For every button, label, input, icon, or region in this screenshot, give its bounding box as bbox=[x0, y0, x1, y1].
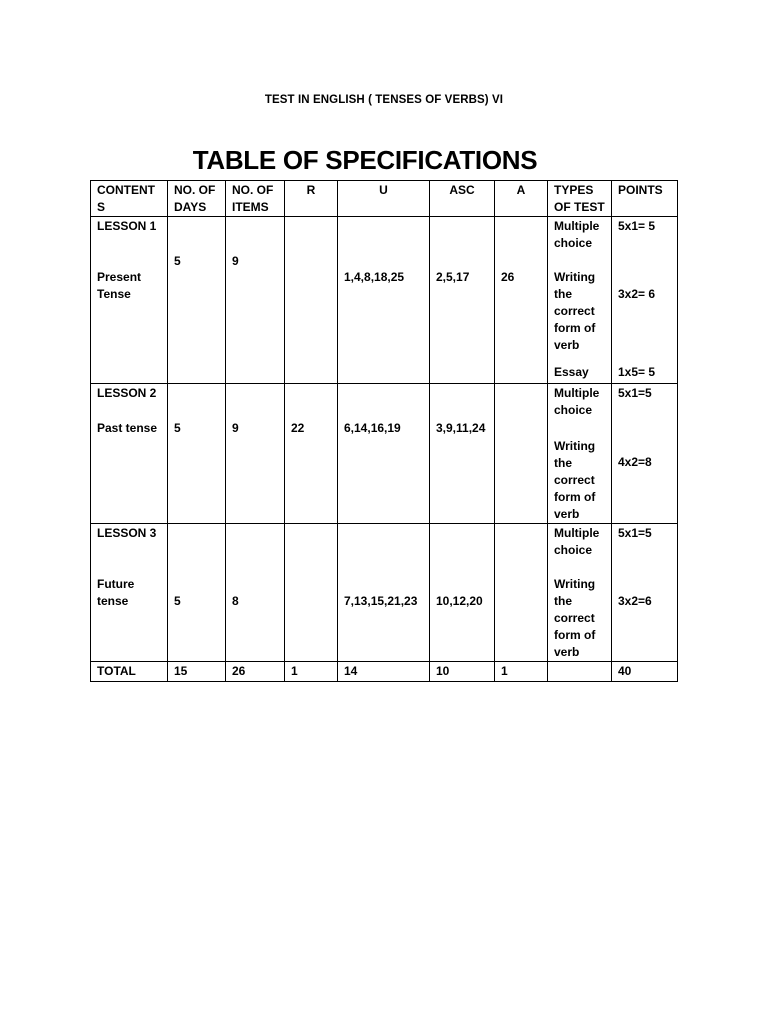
lesson-items: 9 bbox=[226, 252, 285, 354]
lesson-name: LESSON 1 bbox=[91, 217, 168, 253]
total-asc: 10 bbox=[430, 662, 495, 682]
header-points: POINTS bbox=[612, 181, 678, 217]
lesson-a bbox=[495, 559, 548, 662]
total-items: 26 bbox=[226, 662, 285, 682]
lesson-u: 1,4,8,18,25 bbox=[338, 252, 430, 354]
table-row bbox=[91, 354, 678, 384]
lesson-asc: 10,12,20 bbox=[430, 559, 495, 662]
lesson-days: 5 bbox=[168, 252, 226, 354]
header-days: NO. OF DAYS bbox=[168, 181, 226, 217]
table-row bbox=[91, 437, 678, 524]
lesson-items: 8 bbox=[226, 559, 285, 662]
lesson-asc: 3,9,11,24 bbox=[430, 419, 495, 437]
header-u: U bbox=[338, 181, 430, 217]
lesson-days: 5 bbox=[168, 419, 226, 437]
lesson-days: 5 bbox=[168, 559, 226, 662]
lesson-r bbox=[285, 252, 338, 354]
header-a: A bbox=[495, 181, 548, 217]
specification-table bbox=[90, 180, 678, 682]
table-row bbox=[91, 384, 678, 420]
test-type: Essay bbox=[548, 354, 612, 384]
header-contents: CONTENTS bbox=[91, 181, 168, 217]
test-type: Multiple choice bbox=[548, 524, 612, 560]
test-type: Writing the correct form of verb bbox=[548, 437, 612, 524]
test-type: Writing the correct form of verb bbox=[548, 252, 612, 354]
table-row bbox=[91, 559, 678, 662]
lesson-name: LESSON 2 bbox=[91, 384, 168, 420]
total-a: 1 bbox=[495, 662, 548, 682]
header-types-of-test: TYPES OF TEST bbox=[548, 181, 612, 217]
test-points: 4x2=8 bbox=[612, 437, 678, 524]
table-row bbox=[91, 217, 678, 253]
document-header: TEST IN ENGLISH ( TENSES OF VERBS) VI bbox=[264, 94, 504, 106]
test-type: Multiple choice bbox=[548, 217, 612, 253]
lesson-topic: Future tense bbox=[91, 559, 168, 662]
table-row bbox=[91, 252, 678, 354]
total-u: 14 bbox=[338, 662, 430, 682]
header-asc: ASC bbox=[430, 181, 495, 217]
total-tests bbox=[548, 662, 612, 682]
test-points: 5x1=5 bbox=[612, 524, 678, 560]
table-row bbox=[91, 524, 678, 560]
test-points: 3x2= 6 bbox=[612, 252, 678, 354]
test-points: 5x1= 5 bbox=[612, 217, 678, 253]
lesson-name: LESSON 3 bbox=[91, 524, 168, 560]
lesson-u: 6,14,16,19 bbox=[338, 419, 430, 437]
header-r: R bbox=[285, 181, 338, 217]
lesson-r bbox=[285, 559, 338, 662]
lesson-topic: Past tense bbox=[91, 419, 168, 437]
total-r: 1 bbox=[285, 662, 338, 682]
header-items: NO. OF ITEMS bbox=[226, 181, 285, 217]
lesson-a bbox=[495, 419, 548, 437]
header-row bbox=[91, 181, 678, 217]
test-type: Multiple choice bbox=[548, 384, 612, 420]
test-points: 1x5= 5 bbox=[612, 354, 678, 384]
lesson-a: 26 bbox=[495, 252, 548, 354]
table-row bbox=[91, 419, 678, 437]
test-points: 3x2=6 bbox=[612, 559, 678, 662]
document-title: TABLE OF SPECIFICATIONS bbox=[192, 145, 538, 175]
test-type: Writing the correct form of verb bbox=[548, 559, 612, 662]
lesson-asc: 2,5,17 bbox=[430, 252, 495, 354]
lesson-items: 9 bbox=[226, 419, 285, 437]
lesson-topic: Present Tense bbox=[91, 252, 168, 354]
total-row bbox=[91, 662, 678, 682]
lesson-u: 7,13,15,21,23 bbox=[338, 559, 430, 662]
total-points: 40 bbox=[612, 662, 678, 682]
test-points: 5x1=5 bbox=[612, 384, 678, 420]
lesson-r: 22 bbox=[285, 419, 338, 437]
total-days: 15 bbox=[168, 662, 226, 682]
total-label: TOTAL bbox=[91, 662, 168, 682]
